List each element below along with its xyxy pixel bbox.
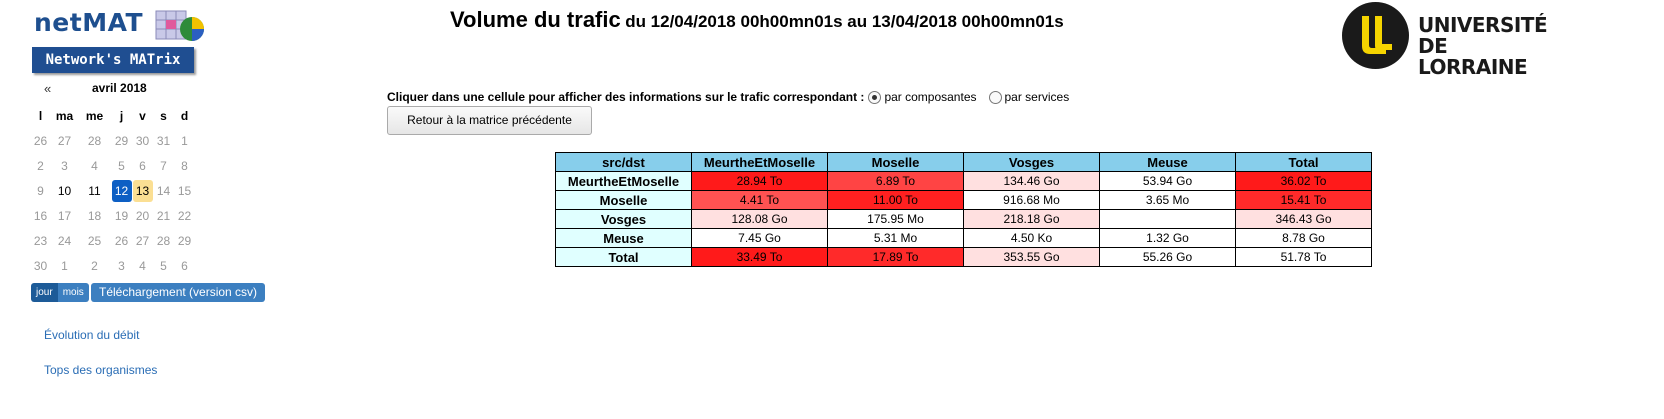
cell-info-instruction xyxy=(387,90,1077,104)
calendar-day[interactable]: 2 xyxy=(37,158,44,173)
calendar-day[interactable]: 29 xyxy=(177,233,192,248)
calendar-day[interactable]: 17 xyxy=(57,208,72,223)
weekday-label: me xyxy=(85,108,104,123)
calendar-day[interactable]: 9 xyxy=(37,183,44,198)
matrix-cell[interactable]: 5.31 Mo xyxy=(828,229,964,248)
calendar-day[interactable]: 27 xyxy=(135,233,150,248)
matrix-row-header: MeurtheEtMoselle xyxy=(556,172,692,191)
calendar-day[interactable]: 26 xyxy=(114,233,129,248)
radio-par-services[interactable] xyxy=(989,91,1002,104)
link-bandwidth-evolution[interactable]: Évolution du débit xyxy=(44,328,140,342)
radio-par-composantes[interactable] xyxy=(868,91,881,104)
radio-label-composantes[interactable]: par composantes xyxy=(884,90,977,104)
calendar-day[interactable]: 25 xyxy=(87,233,102,248)
page-title-main: Volume du trafic xyxy=(450,7,621,32)
matrix-cell[interactable]: 28.94 To xyxy=(692,172,828,191)
matrix-cell[interactable]: 7.45 Go xyxy=(692,229,828,248)
calendar-day[interactable]: 21 xyxy=(156,208,171,223)
matrix-row-header: Meuse xyxy=(556,229,692,248)
university-name-line1: UNIVERSITÉ xyxy=(1418,13,1548,37)
calendar-day[interactable]: 29 xyxy=(114,133,129,148)
selected-day-label: 12 xyxy=(112,180,132,202)
weekday-label: l xyxy=(38,108,43,123)
calendar-day[interactable]: 6 xyxy=(139,158,146,173)
matrix-column-header: Total xyxy=(1236,153,1372,172)
day-button[interactable]: jour xyxy=(31,283,58,302)
matrix-cell[interactable] xyxy=(1100,210,1236,229)
matrix-cell[interactable]: 4.41 To xyxy=(692,191,828,210)
matrix-cell[interactable]: 6.89 To xyxy=(828,172,964,191)
matrix-cell[interactable]: 51.78 To xyxy=(1236,248,1372,267)
matrix-cell[interactable]: 53.94 Go xyxy=(1100,172,1236,191)
matrix-row-header: Total xyxy=(556,248,692,267)
page-title-range: du 12/04/2018 00h00mn01s au 13/04/2018 00h00mn01s xyxy=(625,12,1064,31)
matrix-row xyxy=(556,172,1372,191)
calendar-day[interactable]: 2 xyxy=(91,258,98,273)
calendar-day[interactable]: 16 xyxy=(33,208,48,223)
instruction-label: Cliquer dans une cellule pour afficher des informations sur le trafic correspondant : xyxy=(387,90,865,104)
calendar-day[interactable]: 22 xyxy=(177,208,192,223)
matrix-corner-header: src/dst xyxy=(556,153,692,172)
calendar-day[interactable]: 27 xyxy=(57,133,72,148)
weekday-label: s xyxy=(160,108,167,123)
matrix-cell[interactable]: 55.26 Go xyxy=(1100,248,1236,267)
calendar-day[interactable]: 23 xyxy=(33,233,48,248)
matrix-cube-icon xyxy=(154,7,206,43)
calendar-day[interactable]: 28 xyxy=(87,133,102,148)
calendar-grid xyxy=(30,103,195,278)
radio-label-services[interactable]: par services xyxy=(1004,90,1070,104)
matrix-cell[interactable]: 346.43 Go xyxy=(1236,210,1372,229)
matrix-cell[interactable]: 3.65 Mo xyxy=(1100,191,1236,210)
period-toggle xyxy=(31,283,89,302)
matrix-cell[interactable]: 134.46 Go xyxy=(964,172,1100,191)
matrix-row-header: Vosges xyxy=(556,210,692,229)
calendar-day[interactable]: 10 xyxy=(57,183,72,198)
calendar-day[interactable]: 1 xyxy=(61,258,68,273)
calendar-day[interactable]: 24 xyxy=(57,233,72,248)
calendar-day[interactable]: 4 xyxy=(139,258,146,273)
matrix-row xyxy=(556,248,1372,267)
back-to-previous-matrix-button[interactable]: Retour à la matrice précédente xyxy=(387,106,592,135)
calendar-day[interactable]: 30 xyxy=(33,258,48,273)
matrix-cell[interactable]: 33.49 To xyxy=(692,248,828,267)
matrix-cell[interactable]: 175.95 Mo xyxy=(828,210,964,229)
matrix-cell[interactable]: 15.41 To xyxy=(1236,191,1372,210)
calendar-day[interactable]: 4 xyxy=(91,158,98,173)
weekday-label: j xyxy=(119,108,124,123)
calendar-day[interactable]: 31 xyxy=(156,133,171,148)
link-top-organisms[interactable]: Tops des organismes xyxy=(44,363,158,377)
matrix-row-header: Moselle xyxy=(556,191,692,210)
matrix-column-header: Moselle xyxy=(828,153,964,172)
netmat-logo xyxy=(32,5,212,71)
matrix-column-header: Vosges xyxy=(964,153,1100,172)
matrix-cell[interactable]: 128.08 Go xyxy=(692,210,828,229)
matrix-column-header: Meuse xyxy=(1100,153,1236,172)
calendar-day-highlighted[interactable] xyxy=(132,178,153,203)
calendar-day[interactable]: 19 xyxy=(114,208,129,223)
matrix-cell[interactable]: 8.78 Go xyxy=(1236,229,1372,248)
logo-subtitle: Network's MATrix xyxy=(32,47,194,73)
matrix-cell[interactable]: 17.89 To xyxy=(828,248,964,267)
calendar-day[interactable]: 30 xyxy=(135,133,150,148)
matrix-row xyxy=(556,191,1372,210)
university-name-line2: DE LORRAINE xyxy=(1418,34,1528,79)
calendar-day[interactable]: 7 xyxy=(160,158,167,173)
university-emblem-icon xyxy=(1342,2,1409,69)
calendar-day[interactable]: 1 xyxy=(181,133,188,148)
matrix-cell[interactable]: 353.55 Go xyxy=(964,248,1100,267)
matrix-cell[interactable]: 218.18 Go xyxy=(964,210,1100,229)
university-logo xyxy=(1342,2,1548,79)
calendar-day[interactable]: 3 xyxy=(61,158,68,173)
logo-brand-text: netMAT xyxy=(34,8,144,37)
download-csv-button[interactable]: Téléchargement (version csv) xyxy=(91,283,265,302)
highlighted-day-label: 13 xyxy=(133,180,153,202)
calendar-day[interactable]: 26 xyxy=(33,133,48,148)
month-button[interactable]: mois xyxy=(58,283,89,302)
matrix-column-header: MeurtheEtMoselle xyxy=(692,153,828,172)
calendar-day[interactable]: 11 xyxy=(88,183,101,198)
weekday-label: d xyxy=(180,108,189,123)
calendar-day[interactable]: 15 xyxy=(177,183,192,198)
calendar-day[interactable]: 6 xyxy=(181,258,188,273)
calendar-day-selected[interactable] xyxy=(111,178,132,203)
matrix-row xyxy=(556,210,1372,229)
matrix-cell[interactable]: 11.00 To xyxy=(828,191,964,210)
traffic-matrix-table xyxy=(555,152,1372,267)
calendar-day[interactable]: 5 xyxy=(160,258,167,273)
calendar-prev-button[interactable]: « xyxy=(44,81,52,96)
calendar-day[interactable]: 8 xyxy=(181,158,188,173)
calendar-day[interactable]: 20 xyxy=(135,208,150,223)
matrix-cell[interactable]: 916.68 Mo xyxy=(964,191,1100,210)
matrix-cell[interactable]: 4.50 Ko xyxy=(964,229,1100,248)
weekday-label: v xyxy=(139,108,146,123)
matrix-cell[interactable]: 36.02 To xyxy=(1236,172,1372,191)
matrix-cell[interactable]: 1.32 Go xyxy=(1100,229,1236,248)
calendar-day[interactable]: 18 xyxy=(87,208,102,223)
matrix-row xyxy=(556,229,1372,248)
calendar-month-title: avril 2018 xyxy=(92,81,147,95)
page-title xyxy=(450,7,1064,33)
weekday-label: ma xyxy=(55,108,74,123)
calendar-day[interactable]: 28 xyxy=(156,233,171,248)
calendar-day[interactable]: 5 xyxy=(118,158,125,173)
calendar-day[interactable]: 14 xyxy=(156,183,171,198)
calendar-day[interactable]: 3 xyxy=(118,258,125,273)
date-calendar xyxy=(30,77,210,278)
